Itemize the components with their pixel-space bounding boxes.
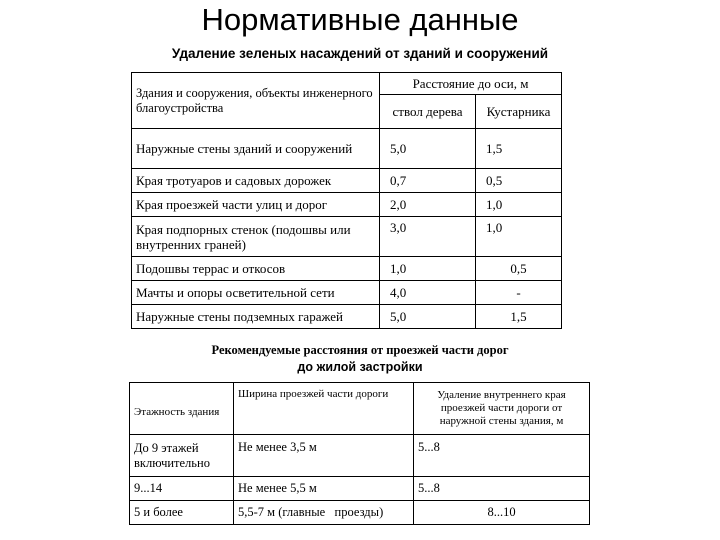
row-shrub-value: 0,5 <box>476 169 562 193</box>
table-row <box>132 193 562 217</box>
green-spaces-distance-table <box>131 72 562 329</box>
row-tree-value: 5,0 <box>380 305 476 329</box>
row-road-distance: 5...8 <box>414 477 590 501</box>
table-row <box>132 129 562 169</box>
table-row <box>132 281 562 305</box>
row-shrub-value: 1,5 <box>476 305 562 329</box>
row-floors: 9...14 <box>130 477 234 501</box>
row-road-width: 5,5-7 м (главные проезды) <box>234 501 414 525</box>
row-shrub-value: 1,0 <box>476 217 562 257</box>
header-objects: Здания и сооружения, объекты инженерного благоустройства <box>132 73 380 129</box>
row-name: Подошвы террас и откосов <box>132 257 380 281</box>
row-tree-value: 4,0 <box>380 281 476 305</box>
row-floors: До 9 этажей включительно <box>130 435 234 477</box>
header-tree: ствол дерева <box>380 95 476 129</box>
table-row <box>132 169 562 193</box>
header-shrub: Кустарника <box>476 95 562 129</box>
row-name: Края тротуаров и садовых дорожек <box>132 169 380 193</box>
row-name: Края проезжей части улиц и дорог <box>132 193 380 217</box>
table1-caption: Удаление зеленых насаждений от зданий и сооружений <box>171 46 549 61</box>
row-road-distance: 5...8 <box>414 435 590 477</box>
row-tree-value: 2,0 <box>380 193 476 217</box>
table-row <box>130 477 590 501</box>
row-name: Наружные стены зданий и сооружений <box>132 129 380 169</box>
header-floors: Этажность здания <box>130 383 234 435</box>
table-row <box>132 257 562 281</box>
row-name: Наружные стены подземных гаражей <box>132 305 380 329</box>
table-row <box>130 435 590 477</box>
row-shrub-value: 1,5 <box>476 129 562 169</box>
road-distance-table <box>129 382 590 525</box>
table2-caption-line1: Рекомендуемые расстояния от проезжей части дорог <box>211 343 509 357</box>
table2-caption <box>150 342 570 376</box>
header-road-width: Ширина проезжей части дороги <box>234 383 414 435</box>
row-shrub-value: 0,5 <box>476 257 562 281</box>
row-tree-value: 1,0 <box>380 257 476 281</box>
row-name: Края подпорных стенок (подошвы или внутренних граней) <box>132 217 380 257</box>
row-shrub-value: 1,0 <box>476 193 562 217</box>
table-row <box>130 501 590 525</box>
header-distance-group: Расстояние до оси, м <box>380 73 562 95</box>
table2-caption-line2: до жилой застройки <box>297 360 423 374</box>
table-row <box>132 305 562 329</box>
row-tree-value: 0,7 <box>380 169 476 193</box>
row-road-distance: 8...10 <box>414 501 590 525</box>
row-tree-value: 5,0 <box>380 129 476 169</box>
row-road-width: Не менее 5,5 м <box>234 477 414 501</box>
header-road-distance: Удаление внутреннего края проезжей части дороги от наружной стены здания, м <box>414 383 590 435</box>
row-shrub-value: - <box>476 281 562 305</box>
page-title: Нормативные данные <box>201 2 519 37</box>
row-name: Мачты и опоры осветительной сети <box>132 281 380 305</box>
row-road-width: Не менее 3,5 м <box>234 435 414 477</box>
row-tree-value: 3,0 <box>380 217 476 257</box>
table-row <box>132 217 562 257</box>
row-floors: 5 и более <box>130 501 234 525</box>
